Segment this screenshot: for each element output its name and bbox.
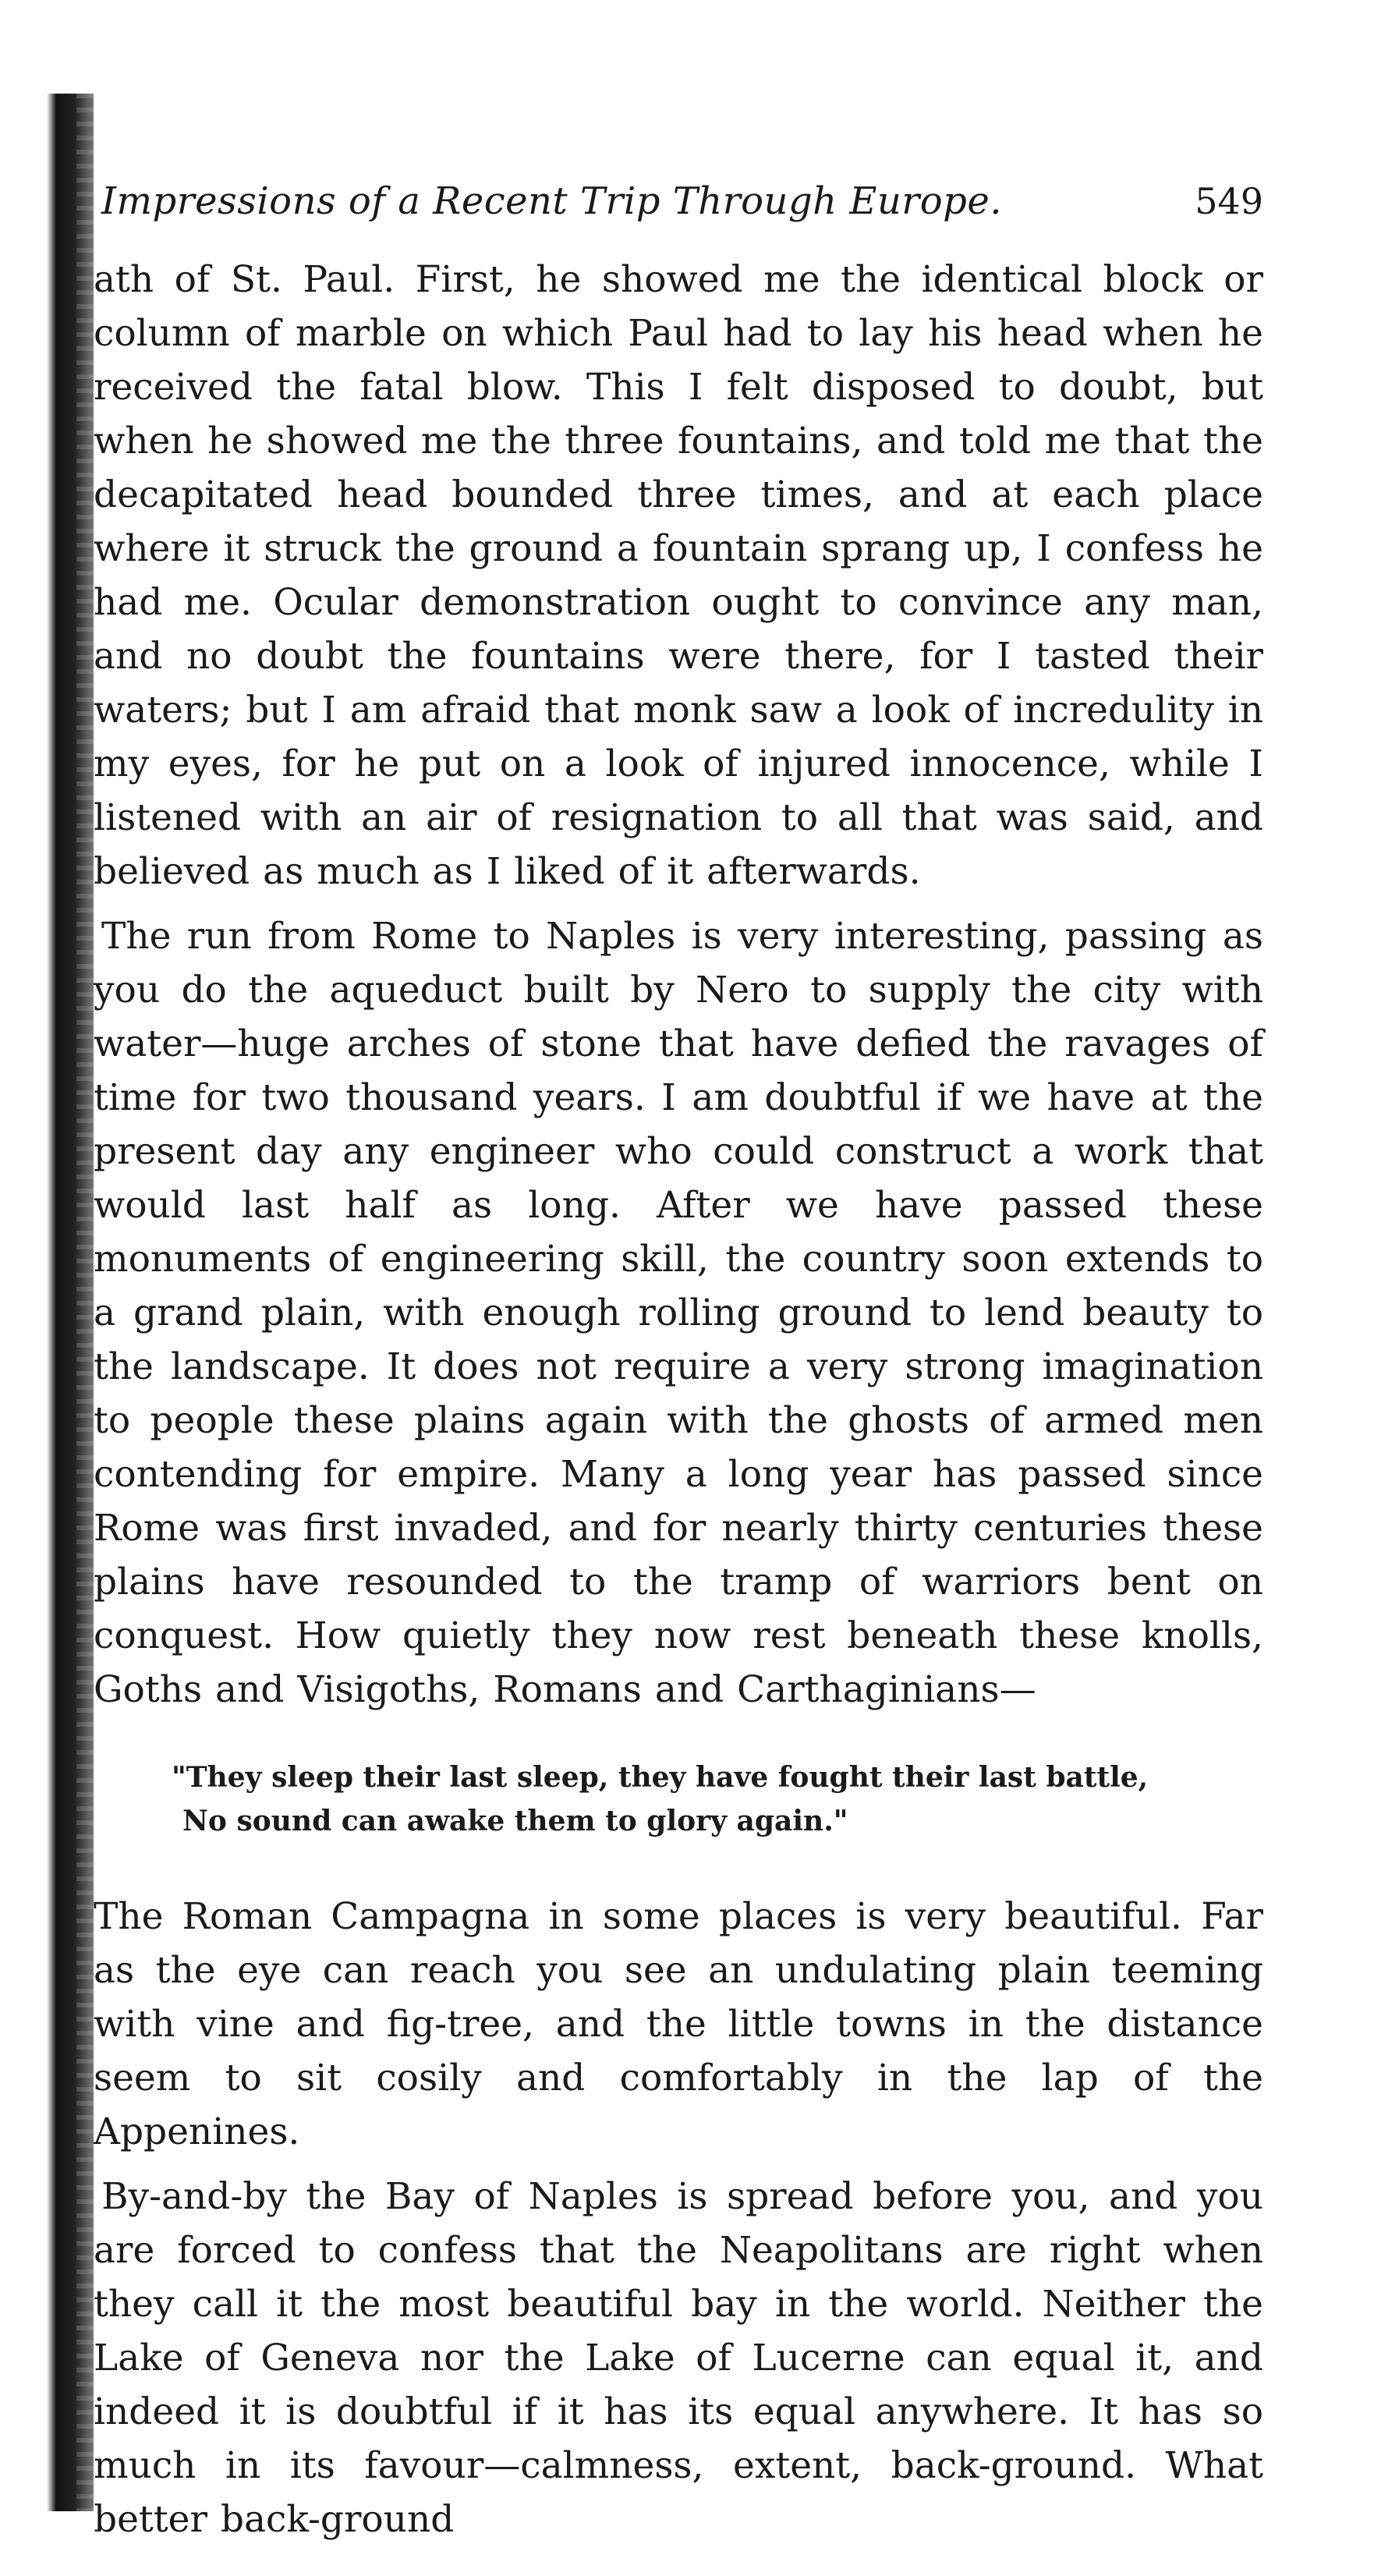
book-page [94, 179, 1263, 2557]
page-number: 549 [1195, 180, 1263, 222]
book-binding-edge [0, 94, 94, 2511]
paragraph-4: By-and-by the Bay of Naples is spread before you, and you are forced to confess that the Neapolitans are right when they call it the most beautiful bay in the world. Neither the Lake of Geneva nor the Lake of Lucerne can equal it, and indeed it is doubtful if it has its equal anywhere. It has so much in its favour—calmness, extent, back-ground. What better back-ground [94, 2175, 1263, 2541]
paragraph-1: ath of St. Paul. First, he showed me the identical block or column of marble on which Paul had to lay his head when he received the fatal blow. This I felt disposed to doubt, but when he showed me the three fountains, and told me that the decapitated head bounded three times, and at each place where it struck the ground a fountain sprang up, I confess he had me. Ocular demonstration ought to convince any man, and no doubt the fountains were there, for I tasted their waters; but I am afraid that monk saw a look of incredulity in my eyes, for he put on a look of injured innocence, while I listened with an air of resignation to all that was said, and believed as much as I liked of it afterwards. [94, 258, 1263, 893]
paragraph-3: The Roman Campagna in some places is very beautiful. Far as the eye can reach you see an undulating plain teeming with vine and fig-tree, and the little towns in the distance seem to sit cosily and comfortably in the lap of the Appenines. [94, 1895, 1263, 2153]
running-head [94, 179, 1263, 223]
quote-line-2: No sound can awake them to glory again." [182, 1805, 848, 1837]
verse-quote [172, 1756, 1263, 1843]
quote-line-1: "They sleep their last sleep, they have fought their last battle, [172, 1761, 1149, 1794]
paragraph-2: The run from Rome to Naples is very interesting, passing as you do the aqueduct built by Nero to supply the city with water—huge arches of stone that have defied the ravages of time for two thousand years. I am doubtful if we have at the present day any engineer who could construct a work that would last half as long. After we have passed these monuments of engineering skill, the country soon extends to a grand plain, with enough rolling ground to lend beauty to the landscape. It does not require a very strong imagination to people these plains again with the ghosts of armed men contending for empire. Many a long year has passed since Rome was first invaded, and for nearly thirty centuries these plains have resounded to the tramp of warriors bent on conquest. How quietly they now rest beneath these knolls, Goths and Visigoths, Romans and Carthaginians— [94, 915, 1263, 1711]
running-title: Impressions of a Recent Trip Through Europe. [101, 179, 1003, 223]
